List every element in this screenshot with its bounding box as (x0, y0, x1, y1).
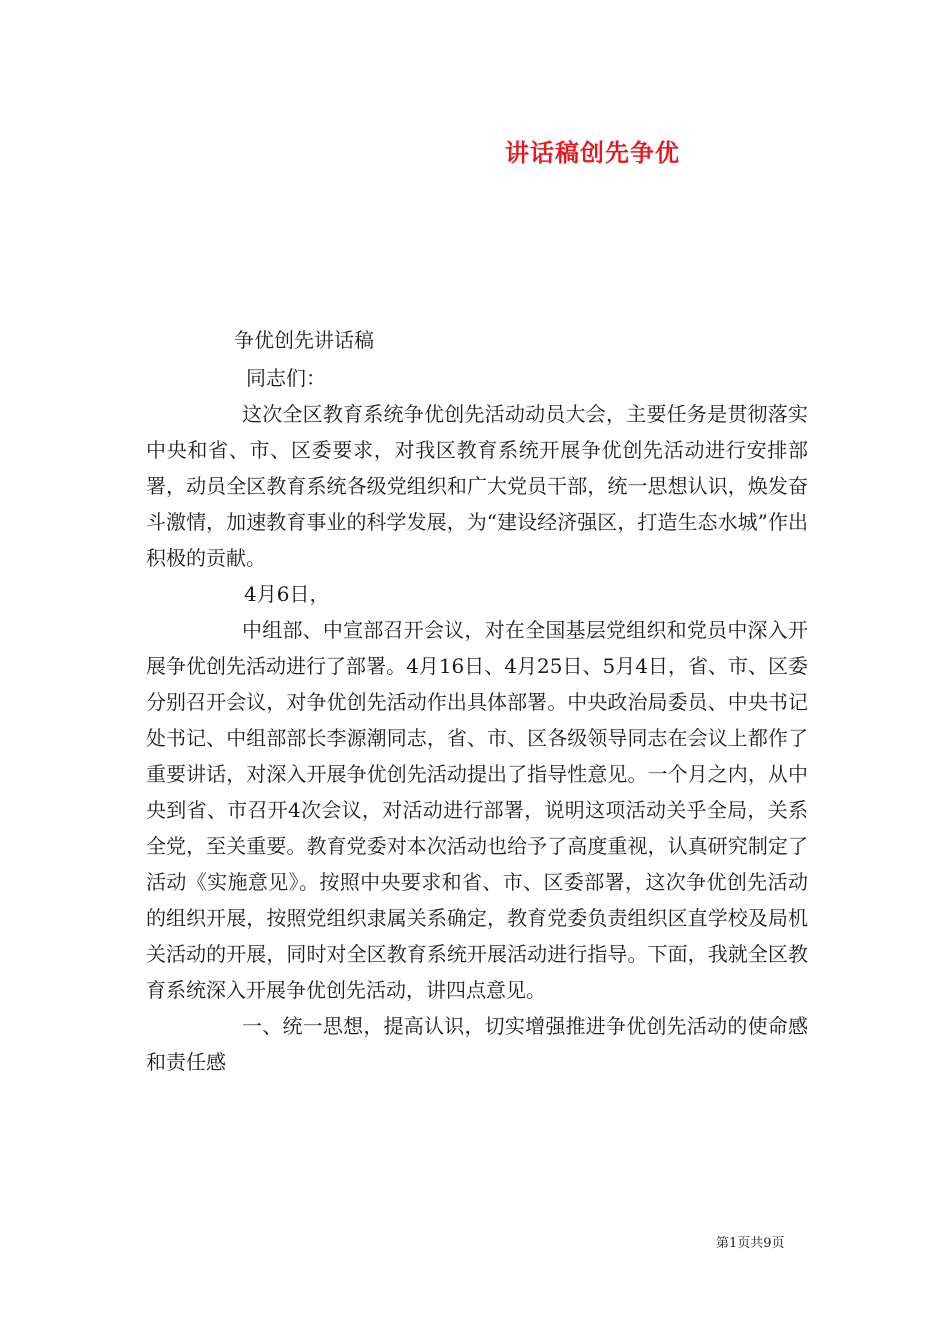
section-heading-one: 一、统一思想，提高认识，切实增强推进争优创先活动的使命感和责任感 (146, 1014, 808, 1074)
greeting-line: 同志们： (246, 366, 326, 390)
speech-subtitle: 争优创先讲话稿 (234, 328, 374, 352)
page-number: 第1页共9页 (716, 1236, 785, 1251)
paragraph-intro: 这次全区教育系统争优创先活动动员大会，主要任务是贯彻落实中央和省、市、区委要求，对我区教育系统开展争优创先活动进行安排部署，动员全区教育系统各级党组织和广大党员干部，统一思想认识，焕发奋斗激情，加速教育事业的科学发展，为“建设经济强区，打造生态水城”作出积极的贡献。 (146, 402, 808, 570)
document-body (146, 322, 808, 1080)
paragraph-deployment: 中组部、中宣部召开会议，对在全国基层党组织和党员中深入开展争优创先活动进行了部署。4月16日、4月25日、5月4日，省、市、区委分别召开会议，对争优创先活动作出具体部署。中央政治局委员、中央书记处书记、中组部部长李源潮同志，省、市、区各级领导同志在会议上都作了重要讲话，对深入开展争优创先活动提出了指导性意见。一个月之内，从中央到省、市召开4次会议，对活动进行部署，说明这项活动关乎全局，关系全党，至关重要。教育党委对本次活动也给予了高度重视，认真研究制定了活动《实施意见》。按照中央要求和省、市、区委部署，这次争优创先活动的组织开展，按照党组织隶属关系确定，教育党委负责组织区直学校及局机关活动的开展，同时对全区教育系统开展活动进行指导。下面，我就全区教育系统深入开展争优创先活动，讲四点意见。 (146, 618, 808, 1002)
date-line: 4月6日， (244, 582, 330, 606)
document-title: 讲话稿创先争优 (505, 138, 680, 167)
